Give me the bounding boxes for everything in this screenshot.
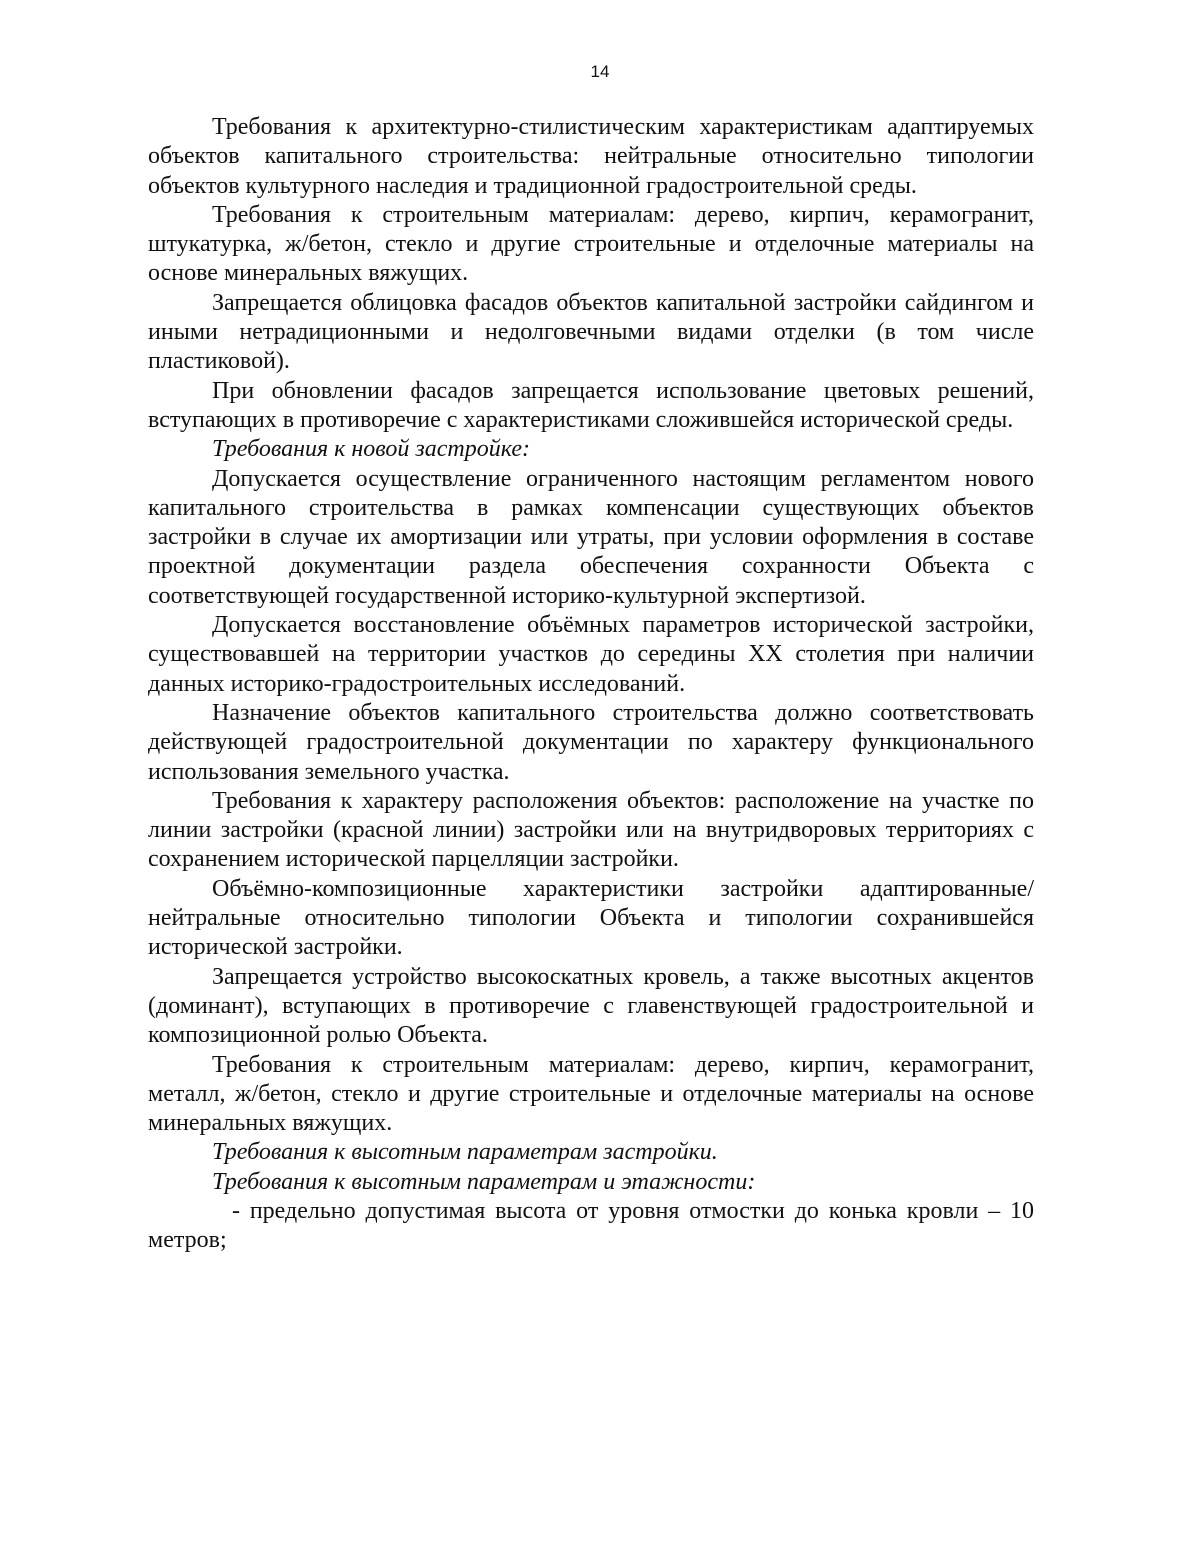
- heading-height-and-floors: Требования к высотным параметрам и этажности:: [212, 1168, 756, 1195]
- list-item-max-height: - предельно допустимая высота от уровня отмостки до конька кровли – 10 метров;: [148, 1197, 1034, 1254]
- paragraph-building-materials-new: Требования к строительным материалам: дерево, кирпич, керамогранит, металл, ж/бетон, стекло и другие строительные и отделочные материалы на основе минеральных вяжущих.: [148, 1051, 1034, 1137]
- paragraph-building-purpose: Назначение объектов капитального строительства должно соответствовать действующей градостроительной документации по характеру функционального использования земельного участка.: [148, 699, 1034, 785]
- paragraph-architectural-requirements: Требования к архитектурно-стилистическим характеристикам адаптируемых объектов капитального строительства: нейтральные относительно типологии объектов культурного наследия и традиционной градостроительной среды.: [148, 114, 1034, 199]
- paragraph-building-materials: Требования к строительным материалам: дерево, кирпич, керамогранит, штукатурка, ж/бетон, стекло и другие строительные и отделочные материалы на основе минеральных вяжущих.: [148, 201, 1034, 287]
- heading-height-parameters: Требования к высотным параметрам застройки.: [212, 1139, 718, 1166]
- paragraph-roof-restrictions: Запрещается устройство высокоскатных кровель, а также высотных акцентов (доминант), вступающих в противоречие с главенствующей градостроительной и композиционной ролью Объекта.: [148, 963, 1034, 1049]
- heading-new-construction: Требования к новой застройке:: [212, 436, 531, 463]
- paragraph-facade-cladding-ban: Запрещается облицовка фасадов объектов капитальной застройки сайдингом и иными нетрадиционными и недолговечными видами отделки (в том числе пластиковой).: [148, 289, 1034, 375]
- paragraph-new-construction-allowed: Допускается осуществление ограниченного настоящим регламентом нового капитального строительства в рамках компенсации существующих объектов застройки в случае их амортизации или утраты, при условии оформления в составе проектной документации раздела обеспечения сохранности Объекта с соответствующей государственной историко-культурной экспертизой.: [148, 465, 1034, 609]
- paragraph-volume-composition: Объёмно-композиционные характеристики застройки адаптированные/ нейтральные относительно типологии Объекта и типологии сохранившейся исторической застройки.: [148, 875, 1034, 961]
- paragraph-historical-restoration: Допускается восстановление объёмных параметров исторической застройки, существовавшей на территории участков до середины XX столетия при наличии данных историко-градостроительных исследований.: [148, 612, 1034, 697]
- paragraph-facade-colors: При обновлении фасадов запрещается использование цветовых решений, вступающих в противоречие с характеристиками сложившейся исторической среды.: [148, 377, 1034, 433]
- paragraph-placement-requirements: Требования к характеру расположения объектов: расположение на участке по линии застройки (красной линии) застройки или на внутридворовых территориях с сохранением исторической парцелляции застройки.: [148, 787, 1034, 873]
- page-number: 14: [590, 62, 610, 81]
- body-text: [148, 113, 1034, 1256]
